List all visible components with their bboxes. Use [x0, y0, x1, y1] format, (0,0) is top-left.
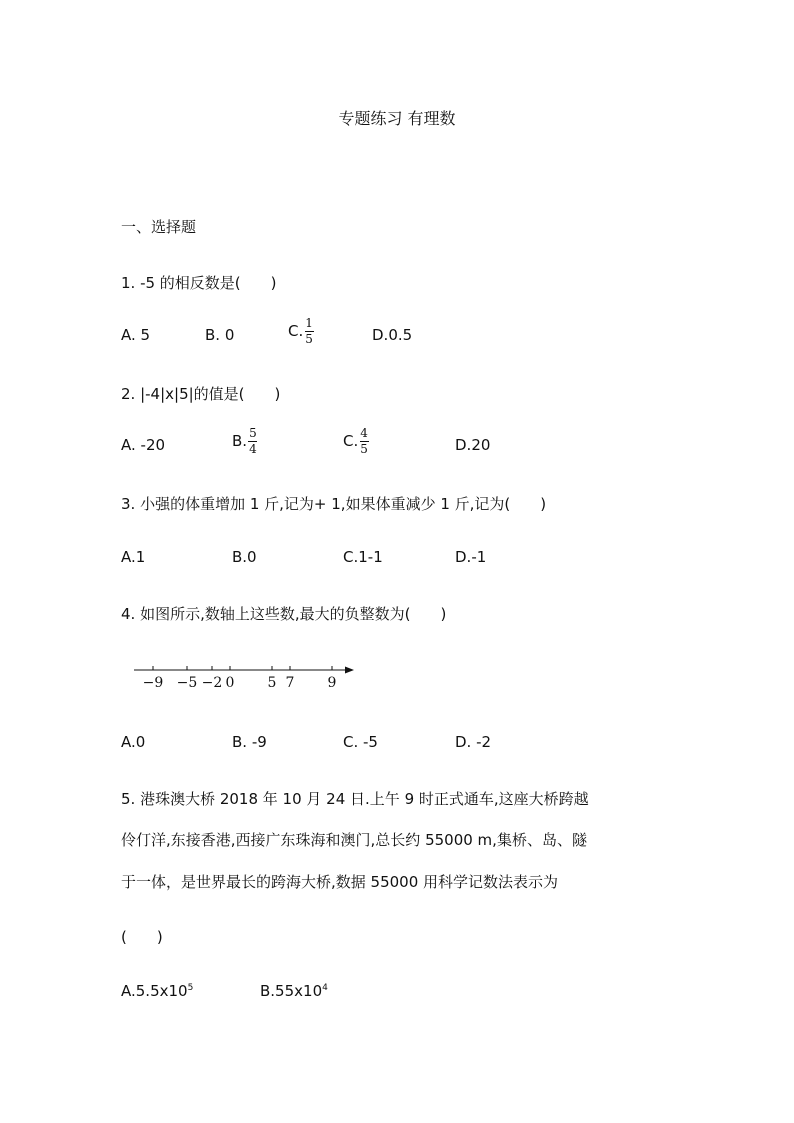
fraction-numerator: 4 — [360, 426, 368, 440]
fraction — [359, 427, 369, 456]
section-heading: 一、选择题 — [121, 218, 197, 236]
question-5-stem-line-3: 于一体，是世界最长的跨海大桥,数据 55000 用科学记数法表示为 — [121, 873, 559, 891]
question-4-options — [121, 733, 721, 755]
option-d: D.0.5 — [372, 326, 413, 344]
option-d: D. -2 — [455, 733, 492, 751]
option-c: C. -5 — [343, 733, 378, 751]
option-b: B. -9 — [232, 733, 267, 751]
option-c — [343, 427, 369, 456]
option-b: B. 0 — [205, 326, 235, 344]
option-b — [260, 982, 328, 1000]
option-b: B.0 — [232, 548, 257, 566]
question-5-options — [121, 982, 721, 1004]
fraction-numerator: 5 — [249, 426, 257, 440]
question-5-stem-line-1: 5. 港珠澳大桥 2018 年 10 月 24 日.上午 9 时正式通车,这座大桥跨越 — [121, 790, 589, 808]
tick-label-neg2: −2 — [201, 675, 223, 691]
number-line — [130, 656, 360, 696]
number-line-arrow-icon — [345, 667, 354, 674]
option-a-exponent: 5 — [187, 983, 194, 993]
question-2-options — [121, 427, 721, 467]
tick-label-7: 7 — [285, 675, 295, 691]
tick-label-9: 9 — [327, 675, 337, 691]
fraction-denominator: 5 — [360, 442, 368, 456]
option-c — [288, 317, 314, 346]
question-5-stem-line-4: ( ) — [121, 928, 163, 946]
fraction-numerator: 1 — [305, 316, 313, 330]
question-3-options — [121, 548, 721, 570]
question-2-stem: 2. |-4|x|5|的值是( ) — [121, 385, 281, 403]
fraction-denominator: 5 — [305, 332, 313, 346]
question-5-stem-line-2: 伶仃洋,东接香港,西接广东珠海和澳门,总长约 55000 m,集桥、岛、隧 — [121, 831, 587, 849]
tick-label-0: 0 — [225, 675, 235, 691]
question-3-stem: 3. 小强的体重增加 1 斤,记为+ 1,如果体重减少 1 斤,记为( ) — [121, 495, 547, 513]
option-d: D.20 — [455, 436, 491, 454]
option-c: C.1-1 — [343, 548, 383, 566]
option-b-exponent: 4 — [322, 983, 328, 993]
fraction — [304, 317, 314, 346]
option-a: A. 5 — [121, 326, 151, 344]
option-a — [121, 982, 193, 1000]
fraction-denominator: 4 — [249, 442, 257, 456]
question-1-stem: 1. -5 的相反数是( ) — [121, 274, 277, 292]
option-a: A.1 — [121, 548, 146, 566]
option-b-label: B. — [232, 432, 248, 450]
option-a: A.0 — [121, 733, 146, 751]
option-d: D.-1 — [455, 548, 487, 566]
option-a: A. -20 — [121, 436, 166, 454]
option-a-base: A.5.5x10 — [121, 982, 188, 1000]
option-c-label: C. — [288, 322, 304, 340]
option-c-label: C. — [343, 432, 359, 450]
page-title: 专题练习 有理数 — [338, 109, 456, 128]
option-b-base: B.55x10 — [260, 982, 323, 1000]
question-1-options — [121, 317, 721, 357]
fraction — [248, 427, 258, 456]
question-4-stem: 4. 如图所示,数轴上这些数,最大的负整数为( ) — [121, 605, 447, 623]
tick-label-neg5: −5 — [176, 675, 198, 691]
tick-label-neg9: −9 — [142, 675, 164, 691]
option-b — [232, 427, 258, 456]
tick-label-5: 5 — [267, 675, 277, 691]
